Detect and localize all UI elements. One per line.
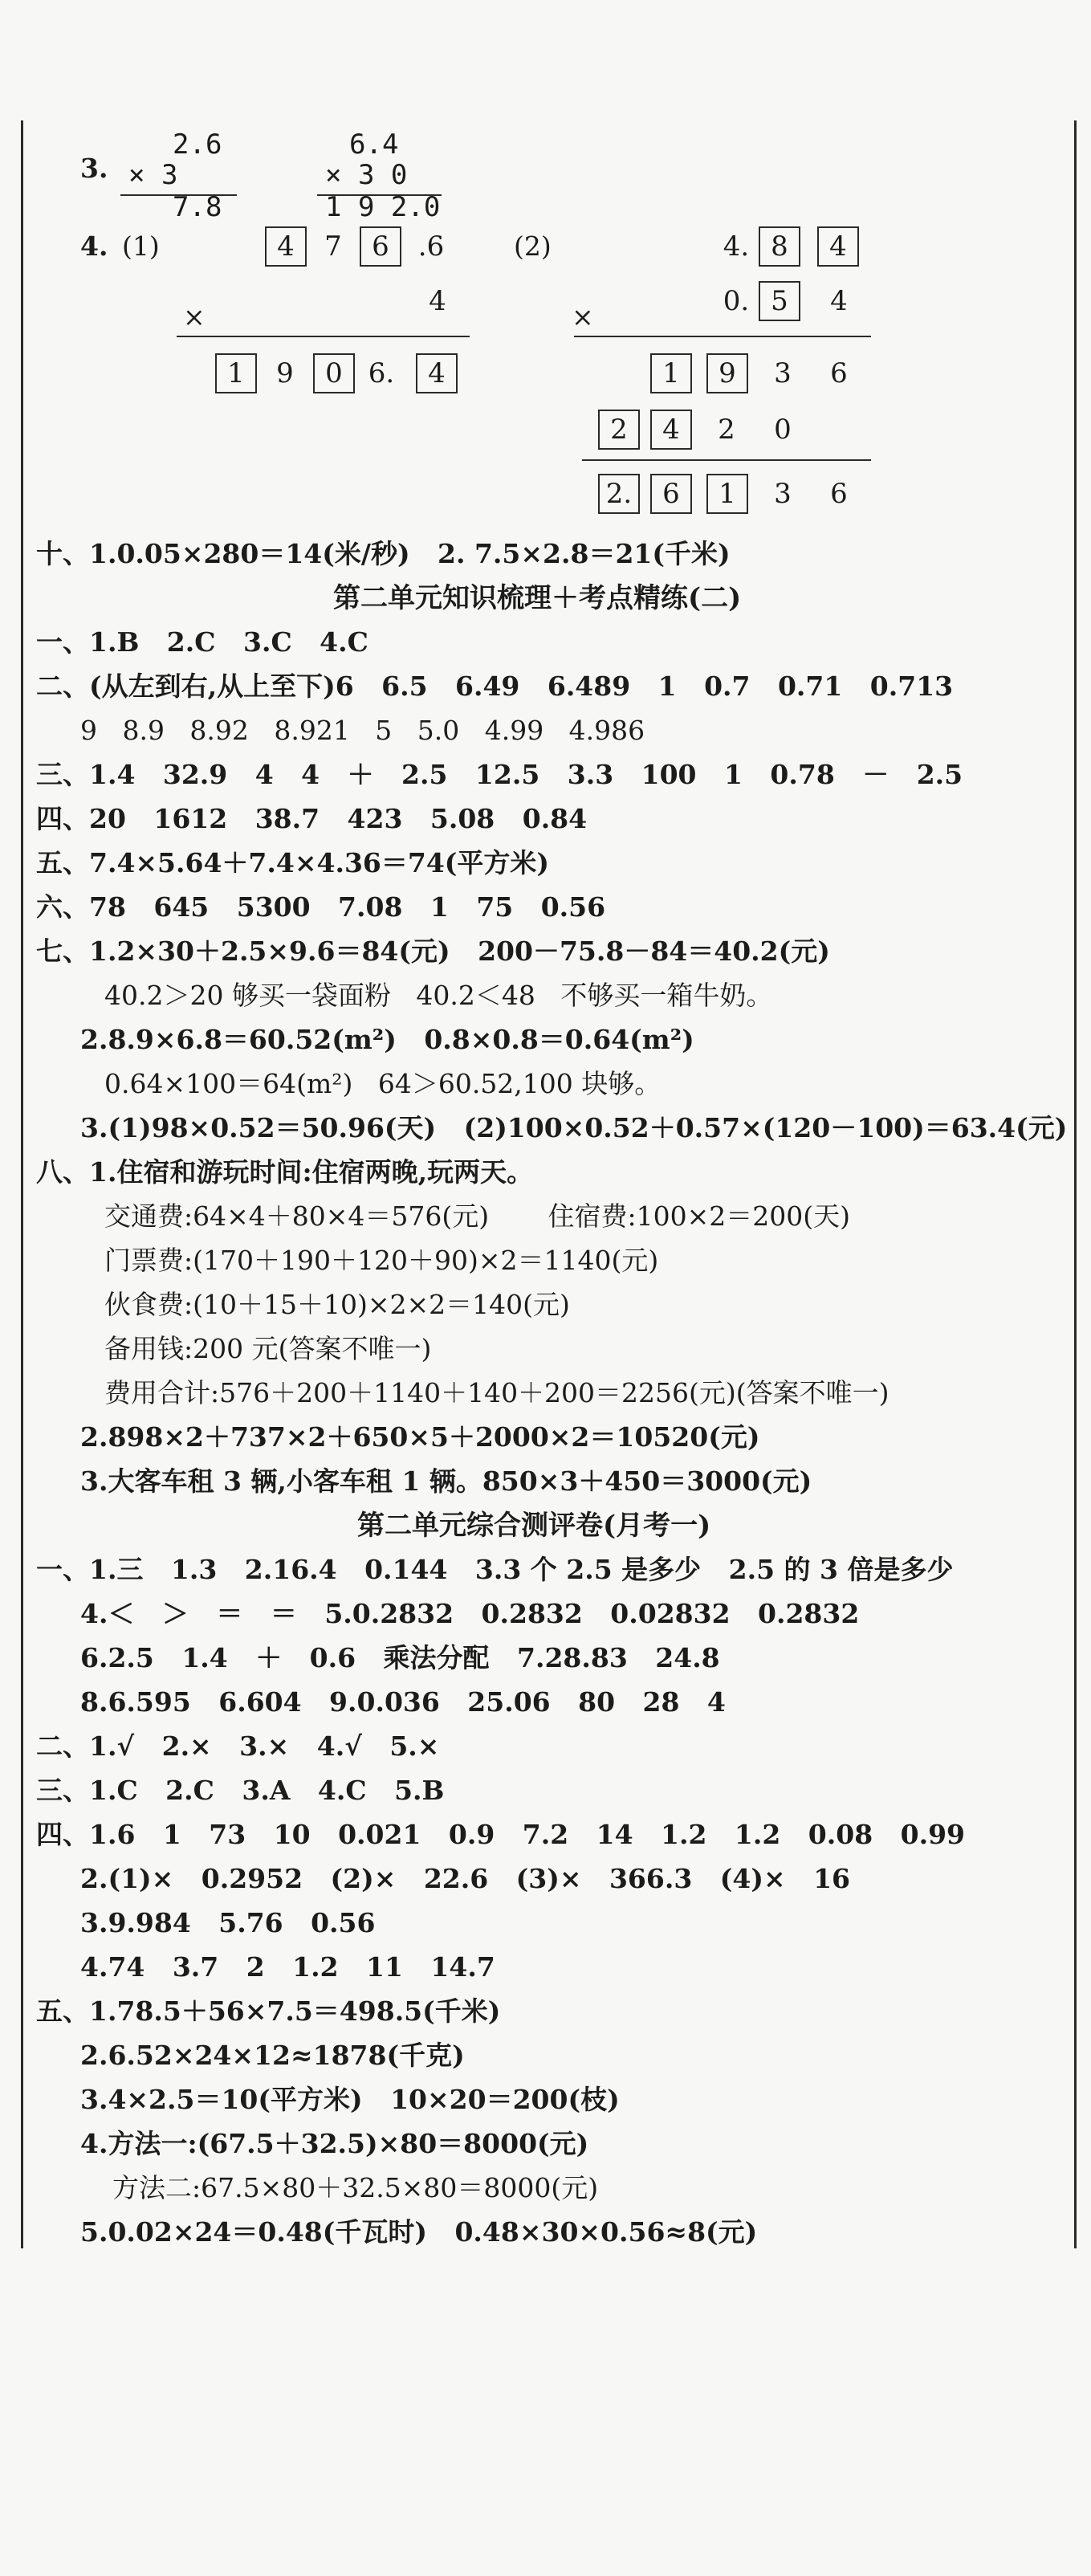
answer-line-2: 一、1.B 2.C 3.C 4.C [36,626,368,658]
answer-line-28: 三、1.C 2.C 3.A 4.C 5.B [36,1775,445,1806]
part2-p1-box-0: 1 [650,353,692,393]
part1-row1-box-0: 4 [265,226,307,267]
part1-result-digit-1: 9 [276,357,294,389]
answer-line-5: 三、1.4 32.9 4 4 ＋ 2.5 12.5 3.3 100 1 0.78 － 2.5 [36,759,963,790]
answer-line-14: 八、1.住宿和游玩时间:住宿两晚,玩两天。 [36,1156,534,1188]
part2-result-box-1: 6 [650,474,692,514]
part1-times: × [183,301,206,332]
item-3-number: 3. [80,153,108,184]
answer-line-21: 3.大客车租 3 辆,小客车租 1 辆。850×3＋450＝3000(元) [80,1465,812,1497]
part1-result-box-4: 4 [416,353,458,393]
part2-p2-digit-2: 2 [718,414,735,446]
part1-result-box-2: 0 [313,353,355,393]
answer-line-18: 备用钱:200 元(答案不唯一) [104,1333,432,1364]
part2-row2-digit-2: 4 [830,285,848,317]
part2-rule-2 [582,459,871,461]
answer-line-16: 门票费:(170＋190＋120＋90)×2＝1140(元) [104,1245,659,1276]
section-title-2-review: 第二单元知识梳理＋考点精练(二) [333,582,742,614]
answer-line-31: 3.9.984 5.76 0.56 [80,1907,376,1938]
part2-p2-box-1: 4 [650,410,692,450]
answer-line-25: 6.2.5 1.4 ＋ 0.6 乘法分配 7.28.83 24.8 [80,1642,720,1673]
part1-rule [177,336,470,337]
part2-p1-digit-3: 6 [830,357,848,389]
part2-label: (2) [514,230,552,262]
part2-rule-1 [574,336,871,337]
part2-times: × [572,301,594,332]
answer-line-9: 七、1.2×30＋2.5×9.6＝84(元) 200－75.8－84＝40.2(元) [36,935,830,967]
calc2-result: 1 9 2.0 [325,191,441,223]
calc1-top: 2.6 [173,128,222,161]
answer-line-10: 40.2＞20 够买一袋面粉 40.2＜48 不够买一箱牛奶。 [104,980,773,1011]
answer-line-23: 一、1.三 1.3 2.16.4 0.144 3.3 个 2.5 是多少 2.5 的 3 倍是多少 [36,1554,954,1585]
part2-result-box-0: 2. [598,474,640,514]
answer-line-32: 4.74 3.7 2 1.2 11 14.7 [80,1951,495,1983]
answer-line-34: 2.6.52×24×12≈1878(千克) [80,2040,465,2071]
answer-line-27: 二、1.√ 2.× 3.× 4.√ 5.× [36,1730,440,1762]
part2-row2-box-1: 5 [759,281,800,321]
part2-result-box-2: 1 [706,474,748,514]
answer-line-37: 方法二:67.5×80＋32.5×80＝8000(元) [112,2172,599,2203]
answer-line-35: 3.4×2.5＝10(平方米) 10×20＝200(枝) [80,2084,620,2115]
part1-result-box-0: 1 [215,353,257,393]
answer-line-36: 4.方法一:(67.5＋32.5)×80＝8000(元) [80,2128,589,2159]
answer-line-4: 9 8.9 8.92 8.921 5 5.0 4.99 4.986 [80,715,645,746]
item-4-number: 4. [80,230,108,262]
answer-line-24: 4.＜ ＞ ＝ ＝ 5.0.2832 0.2832 0.02832 0.2832 [80,1598,860,1629]
answer-line-33: 五、1.78.5＋56×7.5＝498.5(千米) [36,1995,501,2027]
left-margin-rule [21,120,23,2248]
part1-label: (1) [122,230,160,262]
part1-mult: 4 [429,285,446,317]
calc2-top: 6.4 [349,128,399,161]
part2-row1-box-2: 4 [817,226,859,267]
answer-line-19: 费用合计:576＋200＋1140＋140＋200＝2256(元)(答案不唯一) [104,1377,889,1408]
answer-line-17: 伙食费:(10＋15＋10)×2×2＝140(元) [104,1289,570,1320]
calc1-result: 7.8 [173,191,222,223]
part2-p1-box-1: 9 [706,353,748,393]
part2-row2-digit-0: 0. [723,285,750,317]
part1-row1-digit-1: 7 [324,230,342,263]
answer-line-20: 2.898×2＋737×2＋650×5＋2000×2＝10520(元) [80,1421,760,1453]
part2-p2-digit-3: 0 [774,414,792,446]
part2-row1-box-1: 8 [759,226,800,267]
part1-row1-box-2: 6 [360,226,401,267]
answer-line-15: 交通费:64×4＋80×4＝576(元) 住宿费:100×2＝200(天) [104,1200,851,1232]
section-title-2-test: 第二单元综合测评卷(月考一) [357,1510,711,1542]
calc1-mult: × 3 [128,159,178,191]
part1-row1-digit-3: .6 [417,230,445,263]
part2-result-digit-3: 3 [774,478,792,510]
answer-line-13: 3.(1)98×0.52＝50.96(天) (2)100×0.52＋0.57×(120－100)＝63.4(元) [80,1112,1068,1143]
answer-line-30: 2.(1)× 0.2952 (2)× 22.6 (3)× 366.3 (4)× 16 [80,1863,850,1894]
right-margin-rule [1074,120,1077,2248]
calc2-mult: × 3 0 [325,159,408,191]
answer-line-29: 四、1.6 1 73 10 0.021 0.9 7.2 14 1.2 1.2 0.08 0.99 [36,1819,965,1850]
answer-line-3: 二、(从左到右,从上至下)6 6.5 6.49 6.489 1 0.7 0.71 0.713 [36,670,954,702]
part2-p1-digit-2: 3 [774,357,792,389]
answer-line-8: 六、78 645 5300 7.08 1 75 0.56 [36,891,606,923]
answer-line-7: 五、7.4×5.64＋7.4×4.36＝74(平方米) [36,847,550,878]
answer-line-0: 十、1.0.05×280＝14(米/秒) 2. 7.5×2.8＝21(千米) [36,538,731,569]
answer-line-12: 0.64×100＝64(m²) 64＞60.52,100 块够。 [104,1068,662,1099]
answer-line-26: 8.6.595 6.604 9.0.036 25.06 80 28 4 [80,1686,726,1718]
part1-result-digit-3: 6. [368,357,395,389]
answer-line-11: 2.8.9×6.8＝60.52(m²) 0.8×0.8＝0.64(m²) [80,1024,694,1055]
part2-row1-digit-0: 4. [723,230,750,263]
part2-result-digit-4: 6 [830,478,848,510]
answer-line-6: 四、20 1612 38.7 423 5.08 0.84 [36,803,588,834]
answer-line-38: 5.0.02×24＝0.48(千瓦时) 0.48×30×0.56≈8(元) [80,2216,758,2248]
part2-p2-box-0: 2 [598,410,640,450]
